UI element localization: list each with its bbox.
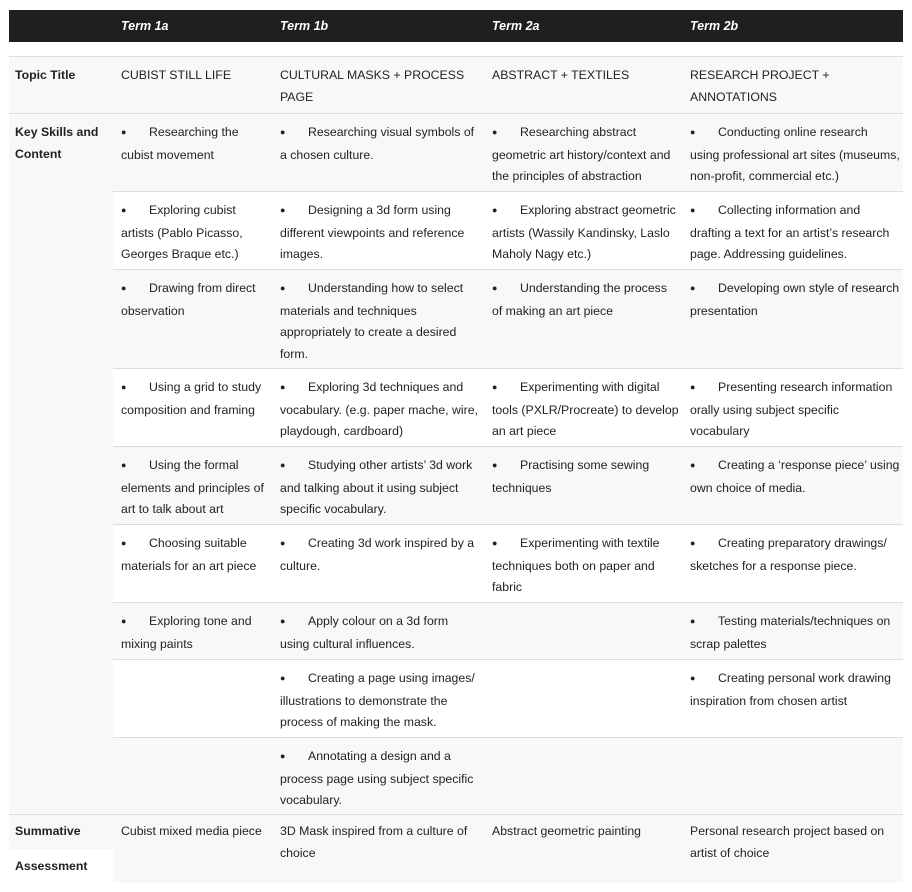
bullet-icon [690, 611, 718, 634]
bullet-icon [492, 200, 520, 223]
skill-1b-8 [280, 746, 480, 812]
skill-text: Creating personal work drawing inspiration from chosen artist [690, 671, 891, 708]
skill-text: Understanding how to select materials and techniques appropriately to create a desired form. [280, 281, 464, 362]
bullet-icon [280, 377, 308, 400]
skill-2a-2 [492, 278, 680, 322]
summative-label-line2: Assessment [15, 859, 88, 873]
curriculum-table [9, 10, 903, 883]
skill-text: Developing own style of research presentation [690, 281, 900, 318]
bullet-icon [121, 377, 149, 400]
bullet-icon [280, 122, 308, 145]
skill-text: Using the formal elements and principles of art to talk about art [121, 458, 264, 517]
skill-text: Collecting information and drafting a text for an artist’s research page. Addressing guidelines. [690, 203, 890, 262]
summative-row [9, 814, 903, 883]
skill-1a-1 [121, 200, 266, 266]
bullet-icon [690, 668, 718, 691]
skill-1b-2 [280, 278, 480, 366]
bullet-icon [121, 611, 149, 634]
skill-text: Exploring cubist artists (Pablo Picasso, Georges Braque etc.) [121, 203, 243, 262]
bullet-icon [690, 533, 718, 556]
skill-2b-3 [690, 377, 900, 443]
bullet-icon [121, 278, 149, 301]
bullet-icon [690, 455, 718, 478]
skill-row [113, 738, 903, 814]
skill-1a-5 [121, 533, 266, 577]
skill-text: Studying other artists’ 3d work and talking about it using subject specific vocabulary. [280, 458, 473, 517]
topic-1a: CUBIST STILL LIFE [121, 68, 232, 82]
key-skills-section [9, 113, 903, 814]
skill-text: Practising some sewing techniques [492, 458, 650, 495]
header-term-1a: Term 1a [121, 19, 169, 33]
skill-text: Experimenting with textile techniques both on paper and fabric [492, 536, 660, 595]
summative-1a: Cubist mixed media piece [121, 824, 262, 838]
skill-2b-1 [690, 200, 900, 266]
skill-1a-3 [121, 377, 266, 421]
topic-1b: CULTURAL MASKS + PROCESS PAGE [280, 68, 465, 104]
skill-text: Exploring 3d techniques and vocabulary. (e.g. paper mache, wire, playdough, cardboard) [280, 380, 478, 439]
skill-text: Researching the cubist movement [121, 125, 239, 162]
bullet-icon [121, 533, 149, 556]
summative-label-cell [9, 815, 113, 849]
skill-2b-2 [690, 278, 900, 322]
skill-1b-3 [280, 377, 480, 443]
header-term-2a: Term 2a [492, 19, 540, 33]
bullet-icon [121, 455, 149, 478]
skill-2a-4 [492, 455, 680, 499]
skill-text: Creating preparatory drawings/ sketches for a response piece. [690, 536, 887, 573]
key-skills-label: Key Skills and Content [15, 125, 99, 161]
bullet-icon [121, 122, 149, 145]
bullet-icon [690, 278, 718, 301]
skill-2a-3 [492, 377, 680, 443]
skill-1b-1 [280, 200, 480, 266]
skill-1b-4 [280, 455, 480, 521]
bullet-icon [492, 533, 520, 556]
skill-text: Drawing from direct observation [121, 281, 256, 318]
skill-text: Understanding the process of making an art piece [492, 281, 667, 318]
skill-1b-0 [280, 122, 480, 166]
skill-2b-6 [690, 611, 900, 655]
skill-text: Creating a ‘response piece’ using own choice of media. [690, 458, 900, 495]
skill-text: Researching visual symbols of a chosen culture. [280, 125, 475, 162]
skill-text: Annotating a design and a process page using subject specific vocabulary. [280, 749, 474, 808]
topic-title-row [9, 56, 903, 113]
skill-text: Creating 3d work inspired by a culture. [280, 536, 475, 573]
skill-1b-6 [280, 611, 480, 655]
skill-1a-4 [121, 455, 266, 521]
bullet-icon [280, 200, 308, 223]
summative-2b: Personal research project based on artist of choice [690, 824, 885, 860]
bullet-icon [280, 611, 308, 634]
skill-text: Exploring tone and mixing paints [121, 614, 252, 651]
skill-text: Experimenting with digital tools (PXLR/Procreate) to develop an art piece [492, 380, 679, 439]
skill-text: Testing materials/techniques on scrap palettes [690, 614, 891, 651]
bullet-icon [492, 278, 520, 301]
table-header [9, 10, 903, 42]
skill-text: Conducting online research using professional art sites (museums, non-profit, commercial etc.) [690, 125, 900, 184]
skill-1a-0 [121, 122, 266, 166]
key-skills-label-cell [9, 114, 113, 814]
bullet-icon [280, 746, 308, 769]
bullet-icon [690, 200, 718, 223]
skill-text: Presenting research information orally using subject specific vocabulary [690, 380, 893, 439]
skill-2b-0 [690, 122, 900, 188]
topic-2b: RESEARCH PROJECT + ANNOTATIONS [690, 68, 830, 104]
skill-1a-2 [121, 278, 266, 322]
skill-text: Apply colour on a 3d form using cultural influences. [280, 614, 449, 651]
bullet-icon [280, 455, 308, 478]
bullet-icon [121, 200, 149, 223]
topic-title-label: Topic Title [15, 68, 76, 82]
skill-2a-5 [492, 533, 680, 599]
skill-1b-7 [280, 668, 480, 734]
skill-text: Choosing suitable materials for an art piece [121, 536, 257, 573]
bullet-icon [280, 668, 308, 691]
topic-2a: ABSTRACT + TEXTILES [492, 68, 630, 82]
header-term-1b: Term 1b [280, 19, 329, 33]
skill-2b-4 [690, 455, 900, 499]
skill-text: Creating a page using images/ illustrations to demonstrate the process of making the mask. [280, 671, 475, 730]
summative-label-line1: Summative [15, 824, 81, 838]
skill-text: Researching abstract geometric art history/context and the principles of abstraction [492, 125, 671, 184]
bullet-icon [280, 278, 308, 301]
bullet-icon [690, 377, 718, 400]
bullet-icon [492, 122, 520, 145]
summative-2a: Abstract geometric painting [492, 824, 642, 838]
skill-2a-0 [492, 122, 680, 188]
bullet-icon [280, 533, 308, 556]
bullet-icon [492, 455, 520, 478]
skill-text: Using a grid to study composition and framing [121, 380, 262, 417]
skill-2a-1 [492, 200, 680, 266]
bullet-icon [492, 377, 520, 400]
skill-2b-5 [690, 533, 900, 577]
skill-1b-5 [280, 533, 480, 577]
header-gap [9, 42, 903, 56]
skill-text: Exploring abstract geometric artists (Wassily Kandinsky, Laslo Maholy Nagy etc.) [492, 203, 676, 262]
skill-text: Designing a 3d form using different viewpoints and reference images. [280, 203, 465, 262]
summative-1b: 3D Mask inspired from a culture of choice [280, 824, 468, 860]
skill-1a-6 [121, 611, 266, 655]
skill-2b-7 [690, 668, 900, 712]
header-term-2b: Term 2b [690, 19, 739, 33]
bullet-icon [690, 122, 718, 145]
